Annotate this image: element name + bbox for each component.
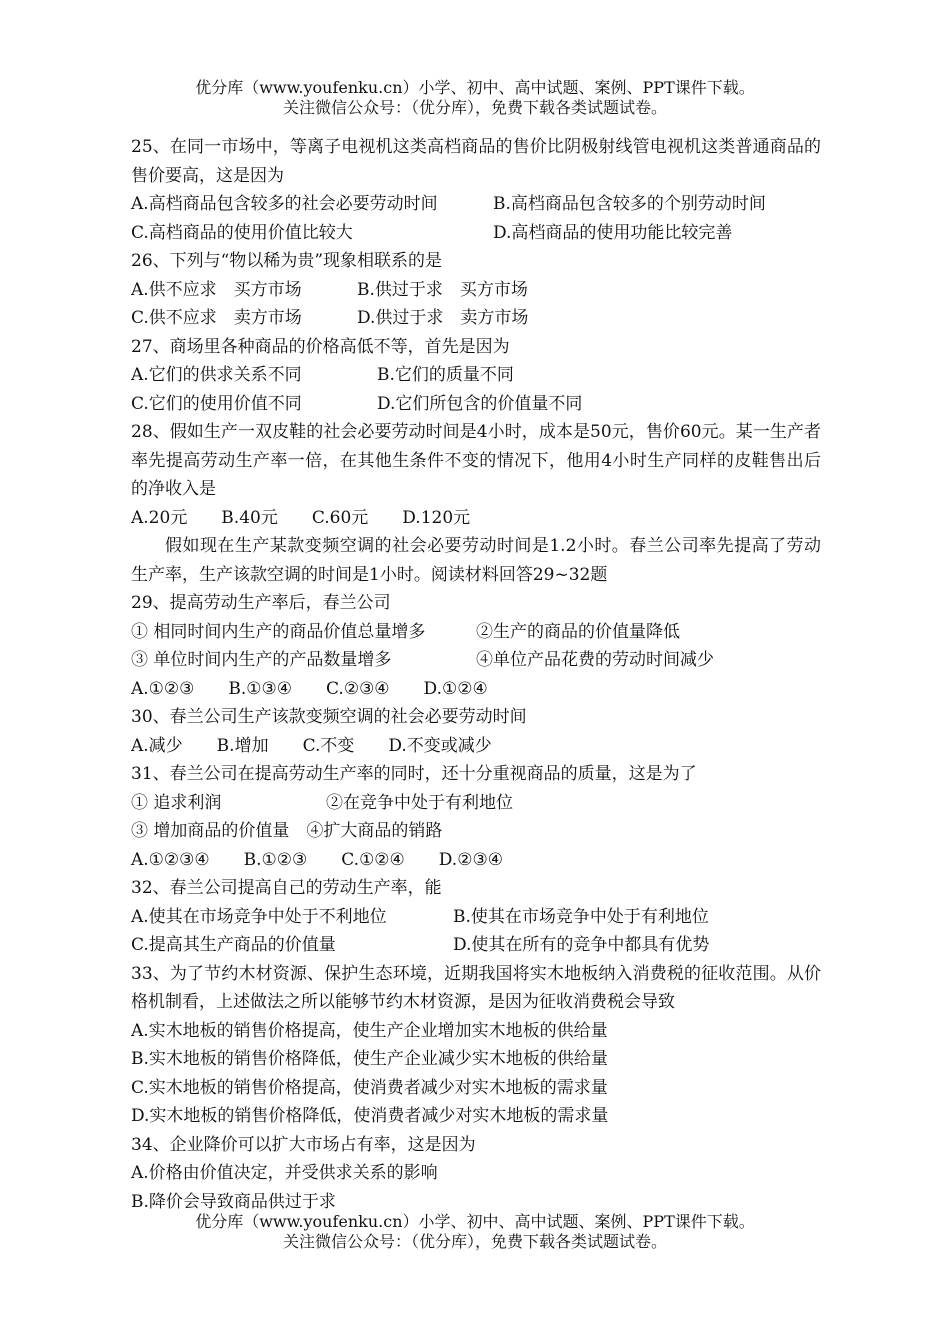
q30-stem: 30、春兰公司生产该款变频空调的社会必要劳动时间: [131, 707, 527, 727]
q26-option-a: A.供不应求 买方市场: [131, 279, 302, 300]
q30-options: A.减少 B.增加 C.不变 D.不变或减少: [131, 735, 492, 756]
q26-option-c: C.供不应求 卖方市场: [131, 308, 302, 328]
q33-option-c: C.实木地板的销售价格提高，使消费者减少对实木地板的需求量: [131, 1077, 608, 1098]
question-content: [131, 133, 821, 1216]
q31-statement-1: ① 追求利润: [131, 792, 222, 813]
footer-line-2: 关注微信公众号：（优分库），免费下载各类试题试卷。: [282, 1232, 667, 1251]
q26-options-cd: [131, 304, 821, 333]
q28-options: A.20元 B.40元 C.60元 D.120元: [131, 507, 471, 528]
q26-stem: 26、下列与“物以稀为贵”现象相联系的是: [131, 251, 443, 271]
q26-option-b: B.供过于求 买方市场: [357, 279, 528, 300]
page-footer: [0, 1212, 950, 1252]
q34-stem: 34、企业降价可以扩大市场占有率，这是因为: [131, 1134, 476, 1155]
q32-stem: 32、春兰公司提高自己的劳动生产率，能: [131, 878, 442, 898]
q34-option-b: B.降价会导致商品供过于求: [131, 1191, 336, 1212]
q27-option-d: D.它们所包含的价值量不同: [377, 393, 583, 414]
q31-statements-12: [131, 789, 821, 818]
q26-options-ab: [131, 276, 821, 305]
q29-statements-12: [131, 618, 821, 647]
q27-option-c: C.它们的使用价值不同: [131, 393, 302, 414]
q31-statement-2: ②在竞争中处于有利地位: [326, 792, 513, 813]
q32-option-a: A.使其在市场竞争中处于不利地位: [131, 906, 387, 927]
q33-option-d: D.实木地板的销售价格降低，使消费者减少对实木地板的需求量: [131, 1106, 609, 1126]
q33-option-b: B.实木地板的销售价格降低，使生产企业减少实木地板的供给量: [131, 1049, 608, 1069]
q32-option-c: C.提高其生产商品的价值量: [131, 935, 336, 955]
q27-option-b: B.它们的质量不同: [377, 365, 514, 385]
q29-statements-34: [131, 646, 821, 675]
footer-line-1: 优分库（www.youfenku.cn）小学、初中、高中试题、案例、PPT课件下载。: [195, 1212, 755, 1231]
header-line-2: 关注微信公众号：（优分库），免费下载各类试题试卷。: [282, 98, 667, 117]
header-line-1: 优分库（www.youfenku.cn）小学、初中、高中试题、案例、PPT课件下载。: [195, 78, 755, 97]
q32-option-b: B.使其在市场竞争中处于有利地位: [453, 906, 709, 927]
q29-statement-4: ④单位产品花费的劳动时间减少: [476, 650, 714, 670]
q29-statement-2: ②生产的商品的价值量降低: [476, 621, 680, 642]
q32-options-ab: [131, 903, 821, 932]
q27-options-ab: [131, 361, 821, 390]
q29-stem: 29、提高劳动生产率后，春兰公司: [131, 593, 391, 613]
q25-option-c: C.高档商品的使用价值比较大: [131, 222, 353, 243]
q25-option-d: D.高档商品的使用功能比较完善: [493, 222, 733, 243]
q31-statements-34: ③ 增加商品的价值量 ④扩大商品的销路: [131, 821, 443, 841]
q29-options: A.①②③ B.①③④ C.②③④ D.①②④: [131, 678, 488, 699]
q26-option-d: D.供过于求 卖方市场: [357, 308, 529, 328]
q31-stem: 31、春兰公司在提高劳动生产率的同时，还十分重视商品的质量，这是为了: [131, 764, 697, 784]
q25-option-b: B.高档商品包含较多的个别劳动时间: [493, 194, 766, 214]
q27-options-cd: [131, 390, 821, 419]
q25-stem: 25、在同一市场中，等离子电视机这类高档商品的售价比阴极射线管电视机这类普通商品的售价要高，这是因为: [131, 137, 821, 186]
q32-options-cd: [131, 931, 821, 960]
q29-statement-1: ① 相同时间内生产的商品价值总量增多: [131, 621, 426, 642]
q27-option-a: A.它们的供求关系不同: [131, 365, 302, 385]
q28-stem: 28、假如生产一双皮鞋的社会必要劳动时间是4小时，成本是50元，售价60元。某一生产者率先提高劳动生产率一倍，在其他生条件不变的情况下，他用4小时生产同样的皮鞋售出后的净收入是: [131, 422, 821, 499]
page-header: [0, 78, 950, 118]
q33-option-a: A.实木地板的销售价格提高，使生产企业增加实木地板的供给量: [131, 1020, 608, 1041]
q25-option-a: A.高档商品包含较多的社会必要劳动时间: [131, 194, 438, 214]
q32-option-d: D.使其在所有的竞争中都具有优势: [453, 935, 710, 955]
q31-options: A.①②③④ B.①②③ C.①②④ D.②③④: [131, 849, 503, 870]
q29-statement-3: ③ 单位时间内生产的产品数量增多: [131, 650, 392, 670]
q34-option-a: A.价格由价值决定，并受供求关系的影响: [131, 1163, 438, 1183]
q25-options-cd: [131, 219, 821, 248]
material-paragraph: 假如现在生产某款变频空调的社会必要劳动时间是1.2小时。春兰公司率先提高了劳动生产率，生产该款空调的时间是1小时。阅读材料回答29~32题: [131, 536, 821, 585]
q25-options-ab: [131, 190, 821, 219]
q27-stem: 27、商场里各种商品的价格高低不等，首先是因为: [131, 336, 510, 357]
q33-stem: 33、为了节约木材资源、保护生态环境，近期我国将实木地板纳入消费税的征收范围。从价格机制看，上述做法之所以能够节约木材资源，是因为征收消费税会导致: [131, 963, 821, 1012]
